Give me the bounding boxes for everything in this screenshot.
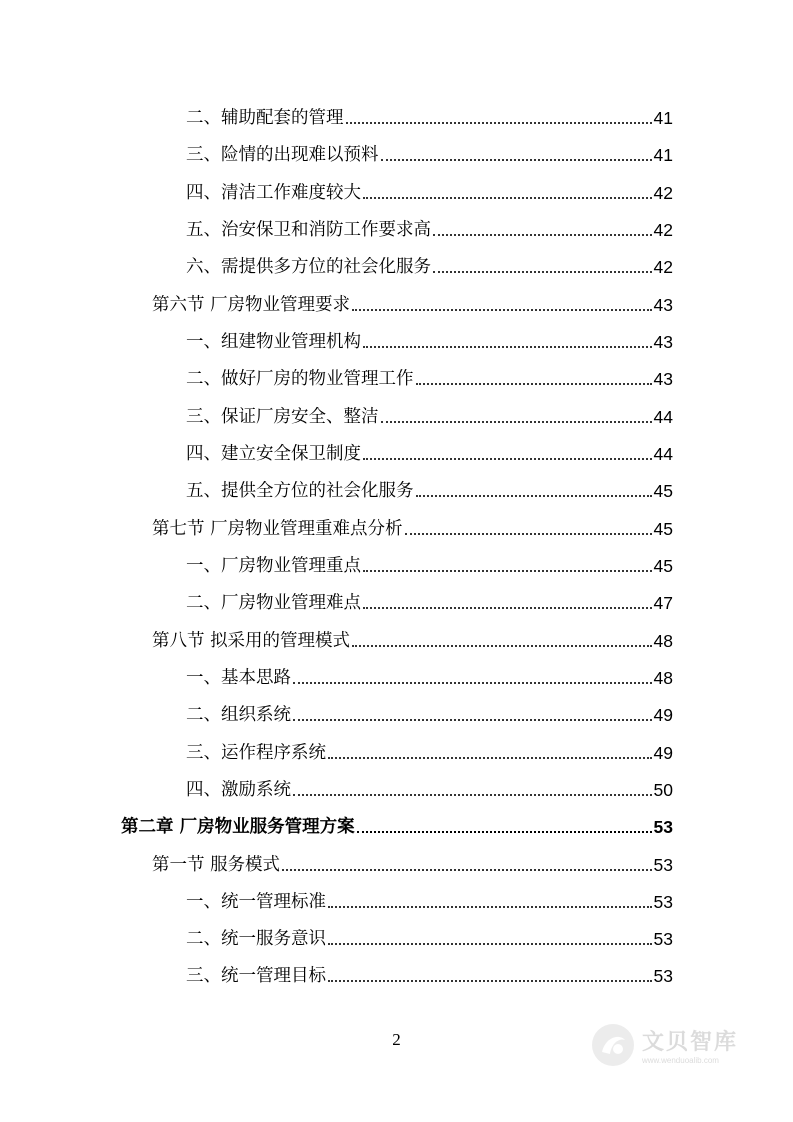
toc-entry-page: 49 <box>653 705 673 725</box>
toc-entry[interactable] <box>152 627 673 655</box>
toc-entry-page: 45 <box>653 556 673 576</box>
toc-leader-dots <box>416 495 652 497</box>
toc-entry[interactable] <box>186 776 673 804</box>
toc-entry-title: 二、统一服务意识 <box>186 929 326 949</box>
toc-entry[interactable] <box>186 365 673 393</box>
toc-entry-title: 第二章 厂房物业服务管理方案 <box>121 817 355 837</box>
toc-entry[interactable] <box>186 179 673 207</box>
toc-entry[interactable] <box>186 216 673 244</box>
toc-leader-dots <box>346 122 652 124</box>
toc-entry[interactable] <box>186 440 673 468</box>
toc-entry-page: 50 <box>653 780 673 800</box>
toc-chapter-entry[interactable] <box>121 813 673 841</box>
toc-entry-title: 二、组织系统 <box>186 705 291 725</box>
toc-entry-page: 49 <box>653 743 673 763</box>
toc-entry-page: 42 <box>653 183 673 203</box>
toc-entry[interactable] <box>186 141 673 169</box>
toc-entry-page: 41 <box>653 145 673 165</box>
toc-entry-page: 44 <box>653 444 673 464</box>
toc-entry-title: 六、需提供多方位的社会化服务 <box>186 257 431 277</box>
toc-entry[interactable] <box>186 589 673 617</box>
toc-leader-dots <box>328 906 652 908</box>
toc-entry-page: 48 <box>653 668 673 688</box>
toc-entry[interactable] <box>186 664 673 692</box>
toc-entry[interactable] <box>152 851 673 879</box>
toc-entry-page: 43 <box>653 369 673 389</box>
toc-leader-dots <box>293 682 652 684</box>
toc-entry-page: 43 <box>653 332 673 352</box>
toc-leader-dots <box>352 309 651 311</box>
toc-leader-dots <box>363 458 652 460</box>
toc-entry-title: 第八节 拟采用的管理模式 <box>152 631 351 651</box>
toc-entry-page: 47 <box>653 593 673 613</box>
toc-entry-title: 一、基本思路 <box>186 668 291 688</box>
toc-entry-page: 53 <box>653 855 673 875</box>
watermark-name: 文贝智库 <box>642 1030 739 1055</box>
toc-entry-title: 四、激励系统 <box>186 780 291 800</box>
toc-entry-title: 三、统一管理目标 <box>186 966 326 986</box>
toc-entry-title: 第七节 厂房物业管理重难点分析 <box>152 519 403 539</box>
toc-leader-dots <box>381 159 652 161</box>
toc-entry-title: 三、险情的出现难以预料 <box>186 145 379 165</box>
toc-entry-title: 一、厂房物业管理重点 <box>186 556 361 576</box>
watermark <box>590 1018 770 1072</box>
toc-leader-dots <box>363 607 652 609</box>
toc-entry[interactable] <box>186 701 673 729</box>
toc-entry-title: 五、治安保卫和消防工作要求高 <box>186 220 431 240</box>
toc-entry[interactable] <box>186 925 673 953</box>
toc-entry-title: 一、统一管理标准 <box>186 892 326 912</box>
toc-leader-dots <box>433 234 652 236</box>
toc-leader-dots <box>405 533 652 535</box>
toc-entry-page: 53 <box>653 929 673 949</box>
toc-entry[interactable] <box>186 477 673 505</box>
toc-leader-dots <box>357 831 652 833</box>
toc-leader-dots <box>293 719 652 721</box>
toc-entry[interactable] <box>152 291 673 319</box>
toc-leader-dots <box>363 197 652 199</box>
toc-entry[interactable] <box>186 552 673 580</box>
toc-entry[interactable] <box>186 739 673 767</box>
toc-entry[interactable] <box>186 104 673 132</box>
toc-entry-title: 第一节 服务模式 <box>152 855 281 875</box>
page-number: 2 <box>392 1030 401 1049</box>
toc-entry[interactable] <box>186 328 673 356</box>
toc-entry-page: 48 <box>653 631 673 651</box>
toc-entry-page: 45 <box>653 519 673 539</box>
toc-entry-page: 53 <box>653 892 673 912</box>
toc-entry-title: 四、建立安全保卫制度 <box>186 444 361 464</box>
toc-entry-page: 42 <box>653 257 673 277</box>
toc-leader-dots <box>328 943 652 945</box>
toc-entry-title: 二、辅助配套的管理 <box>186 108 344 128</box>
toc-entry-title: 四、清洁工作难度较大 <box>186 183 361 203</box>
toc-entry[interactable] <box>186 403 673 431</box>
toc-entry[interactable] <box>186 888 673 916</box>
toc-entry-title: 二、做好厂房的物业管理工作 <box>186 369 414 389</box>
toc-leader-dots <box>433 271 652 273</box>
toc-entry-title: 三、保证厂房安全、整洁 <box>186 407 379 427</box>
toc-entry-title: 三、运作程序系统 <box>186 743 326 763</box>
toc-leader-dots <box>363 570 652 572</box>
watermark-url: www.wenduoalib.com <box>642 1056 719 1065</box>
toc-leader-dots <box>416 383 652 385</box>
toc-entry-title: 一、组建物业管理机构 <box>186 332 361 352</box>
toc-entry[interactable] <box>152 515 673 543</box>
watermark-logo-icon <box>590 1022 636 1068</box>
toc-entry[interactable] <box>186 253 673 281</box>
toc-leader-dots <box>282 869 651 871</box>
toc-entry-page: 45 <box>653 481 673 501</box>
toc-entry-page: 43 <box>653 295 673 315</box>
toc-leader-dots <box>293 794 652 796</box>
toc-leader-dots <box>352 645 651 647</box>
toc-entry-title: 第六节 厂房物业管理要求 <box>152 295 351 315</box>
toc-entry-title: 二、厂房物业管理难点 <box>186 593 361 613</box>
toc-entry-page: 53 <box>653 966 673 986</box>
toc-entry-page: 41 <box>653 108 673 128</box>
toc-entry-page: 42 <box>653 220 673 240</box>
toc-entry-page: 44 <box>653 407 673 427</box>
toc-entry-page: 53 <box>653 817 673 837</box>
toc-leader-dots <box>363 346 652 348</box>
toc-leader-dots <box>328 980 652 982</box>
toc-leader-dots <box>328 757 652 759</box>
toc-entry-title: 五、提供全方位的社会化服务 <box>186 481 414 501</box>
toc-entry[interactable] <box>186 962 673 990</box>
toc-leader-dots <box>381 421 652 423</box>
